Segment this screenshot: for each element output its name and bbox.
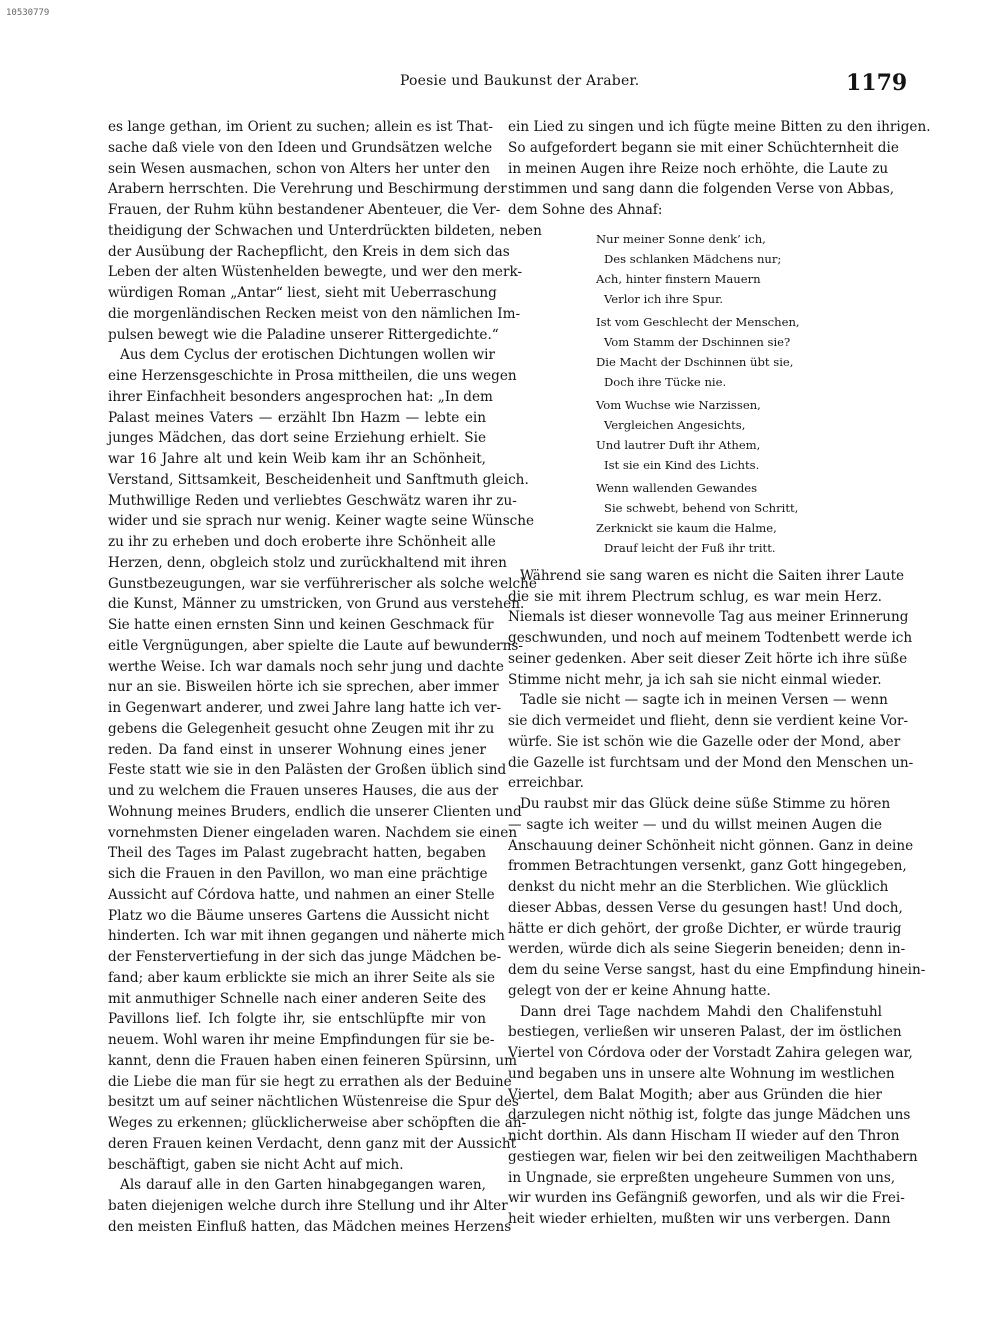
text-line: hinderten. Ich war mit ihnen gegangen und näherte mich (108, 928, 505, 945)
text-line: besitzt um auf seiner nächtlichen Wüstenreise die Spur des (108, 1094, 519, 1111)
text-line: Aussicht auf Córdova hatte, und nahmen an einer Stelle (108, 886, 495, 903)
text-line: Weges zu erkennen; glücklicherweise aber schöpften die an- (108, 1115, 527, 1131)
text-line: Niemals ist dieser wonnevolle Tag aus meiner Erinnerung (508, 609, 909, 626)
text-line: geschwunden, und noch auf meinem Todtenbett werde ich (508, 630, 913, 646)
poem-line: Ach, hinter finstern Mauern (596, 271, 761, 286)
poem-stanza (596, 395, 882, 475)
text-line: der Fenstervertiefung in der sich das junge Mädchen be- (108, 949, 502, 965)
text-line: darzulegen nicht nöthig ist, folgte das junge Mädchen uns (508, 1107, 911, 1124)
text-line: denkst du nicht mehr an die Sterblichen. Wie glücklich (508, 879, 889, 895)
text-line: Du raubst mir das Glück deine süße Stimme zu hören (520, 796, 891, 812)
text-line: Frauen, der Ruhm kühn bestandener Abenteuer, die Ver- (108, 202, 501, 218)
text-line: junges Mädchen, das dort seine Erziehung erhielt. Sie (108, 430, 486, 447)
text-line: heit wieder erhielten, mußten wir uns verbergen. Dann (508, 1211, 891, 1227)
text-line: bestiegen, verließen wir unseren Palast, der im östlichen (508, 1024, 902, 1041)
text-line: nicht dorthin. Als dann Hischam II wieder auf den Thron (508, 1128, 900, 1144)
text-line: baten diejenigen welche durch ihre Stellung und ihr Alter (108, 1198, 508, 1214)
text-line: werden, würde dich als seine Siegerin beneiden; denn in- (508, 941, 906, 958)
text-line: erreichbar. (508, 775, 584, 792)
text-line: Wohnung meines Bruders, endlich die unserer Clienten und (108, 803, 522, 820)
text-line: die morgenländischen Recken meist von den nämlichen Im- (108, 305, 521, 322)
text-line: stimmen und sang dann die folgenden Verse von Abbas, (508, 181, 895, 198)
text-line: Aus dem Cyclus der erotischen Dichtungen wollen wir (120, 347, 496, 364)
text-line: eitle Vergnügungen, aber spielte die Laute auf bewunderns- (108, 637, 523, 654)
right-text-column (508, 117, 931, 1230)
text-line: frommen Betrachtungen versenkt, ganz Gott hingegeben, (508, 858, 907, 875)
text-line: in Gegenwart anderer, und zwei Jahre lang hatte ich ver- (108, 700, 502, 716)
text-line: dem du seine Verse sangst, hast du eine Empfindung hinein- (508, 962, 926, 978)
text-line: mit anmuthiger Schnelle nach einer anderen Seite des (108, 990, 486, 1007)
text-line: der Ausübung der Rachepflicht, den Kreis in dem sich das (108, 243, 510, 260)
text-line: kannt, denn die Frauen haben einen feineren Spürsinn, um (108, 1052, 518, 1069)
poem-line: Sie schwebt, behend von Schritt, (604, 500, 799, 515)
text-line: eine Herzensgeschichte in Prosa mittheilen, die uns wegen (108, 368, 517, 384)
text-line: Dann drei Tage nachdem Mahdi den Chalifenstuhl (520, 1003, 882, 1020)
text-line: Arabern herrschten. Die Verehrung und Beschirmung der (108, 181, 507, 198)
text-line: war 16 Jahre alt und kein Weib kam ihr an Schönheit, (108, 451, 486, 467)
text-line: Stimme nicht mehr, ja ich sah sie nicht einmal wieder. (508, 671, 882, 688)
text-line: Leben der alten Wüstenhelden bewegte, und wer den merk- (108, 264, 523, 281)
text-line: dieser Abbas, dessen Verse du gesungen hast! Und doch, (508, 899, 903, 916)
text-line: es lange gethan, im Orient zu suchen; allein es ist That- (108, 119, 493, 135)
text-line: Anschauung deiner Schönheit nicht gönnen. Ganz in deine (508, 837, 914, 854)
text-line: hätte er dich gehört, der große Dichter, er würde traurig (508, 920, 902, 937)
text-line: sache daß viele von den Ideen und Grundsätzen welche (108, 139, 493, 156)
text-line: zu ihr zu erheben und doch eroberte ihre Schönheit alle (108, 534, 496, 550)
text-line: Herzen, denn, obgleich stolz und zurückhaltend mit ihren (108, 554, 507, 571)
text-line: die Liebe die man für sie hegt zu errathen als der Beduine (108, 1073, 512, 1090)
poem-line: Vom Stamm der Dschinnen sie? (604, 334, 791, 349)
poem-stanza (596, 312, 882, 392)
poem-line: Zerknickt sie kaum die Halme, (596, 520, 777, 535)
text-line: in Ungnade, sie erpreßten ungeheure Summen von uns, (508, 1169, 896, 1186)
right-column-top-paragraph (508, 117, 931, 221)
text-line: deren Frauen keinen Verdacht, denn ganz mit der Aussicht (108, 1135, 517, 1152)
text-line: beschäftigt, gaben sie nicht Acht auf mich. (108, 1156, 404, 1173)
text-line: die Gazelle ist furchtsam und der Mond den Menschen un- (508, 754, 914, 771)
poem-line: Die Macht der Dschinnen übt sie, (596, 354, 794, 369)
poem-line: Ist sie ein Kind des Lichts. (604, 457, 760, 472)
running-title: Poesie und Baukunst der Araber. (400, 73, 640, 89)
text-line: wir wurden ins Gefängniß geworfen, und als wir die Frei- (508, 1190, 905, 1207)
poem-line: Drauf leicht der Fuß ihr tritt. (604, 540, 776, 555)
text-line: theidigung der Schwachen und Unterdrückten bildeten, neben (108, 222, 542, 239)
text-line: neuem. Wohl waren ihr meine Empfindungen für sie be- (108, 1032, 495, 1048)
poem-line: Wenn wallenden Gewandes (596, 480, 758, 495)
text-line: in meinen Augen ihre Reize noch erhöhte, die Laute zu (508, 160, 889, 177)
text-line: Als darauf alle in den Garten hinabgegangen waren, (120, 1177, 486, 1194)
poem-block (596, 229, 882, 558)
poem-line: Und lautrer Duft ihr Athem, (596, 437, 761, 452)
right-column-bottom-text (508, 566, 926, 1230)
text-line: Viertel von Córdova oder der Vorstadt Zahira gelegen war, (508, 1045, 913, 1061)
text-line: ein Lied zu singen und ich fügte meine Bitten zu den ihrigen. (508, 119, 931, 135)
poem-line: Des schlanken Mädchens nur; (604, 251, 782, 266)
text-line: Muthwillige Reden und verliebtes Geschwätz waren ihr zu- (108, 492, 517, 509)
text-line: — sagte ich weiter — und du willst meinen Augen die (508, 816, 882, 833)
text-line: ihrer Einfachheit besonders angesprochen hat: „In dem (108, 388, 493, 405)
text-line: Während sie sang waren es nicht die Saiten ihrer Laute (520, 567, 905, 584)
text-line: sie dich vermeidet und flieht, denn sie verdient keine Vor- (508, 713, 909, 729)
text-line: würdigen Roman „Antar“ liest, sieht mit Ueberraschung (108, 285, 497, 301)
text-line: vornehmsten Diener eingeladen waren. Nachdem sie einen (108, 824, 518, 841)
text-line: Tadle sie nicht — sagte ich in meinen Versen — wenn (520, 692, 888, 709)
text-line: So aufgefordert begann sie mit einer Schüchternheit die (508, 139, 899, 156)
text-line: fand; aber kaum erblickte sie mich an ihrer Seite als sie (108, 969, 496, 986)
left-text-column (108, 117, 542, 1238)
text-line: und begaben uns in unsere alte Wohnung im westlichen (508, 1065, 895, 1082)
page-number: 1179 (846, 70, 908, 96)
text-line: gebens die Gelegenheit gesucht ohne Zeugen mit ihr zu (108, 720, 495, 737)
text-line: Pavillons lief. Ich folgte ihr, sie entschlüpfte mir von (108, 1011, 486, 1028)
poem-stanza (596, 229, 882, 309)
text-line: pulsen bewegt wie die Paladine unserer Rittergedichte.“ (108, 326, 499, 343)
text-line: gelegt von der er keine Ahnung hatte. (508, 982, 771, 999)
text-line: Palast meines Vaters — erzählt Ibn Hazm — lebte ein (108, 409, 486, 426)
text-line: die Kunst, Männer zu umstricken, von Grund aus verstehen. (108, 596, 525, 613)
text-line: reden. Da fand einst in unserer Wohnung eines jener (108, 741, 486, 758)
text-line: den meisten Einfluß hatten, das Mädchen meines Herzens (108, 1218, 512, 1235)
text-line: werthe Weise. Ich war damals noch sehr jung und dachte (108, 658, 504, 675)
text-line: Theil des Tages im Palast zugebracht hatten, begaben (108, 845, 486, 862)
poem-line: Doch ihre Tücke nie. (604, 374, 727, 389)
text-line: sich die Frauen in den Pavillon, wo man eine prächtige (108, 866, 488, 882)
poem-line: Ist vom Geschlecht der Menschen, (596, 314, 800, 329)
poem-line: Vom Wuchse wie Narzissen, (596, 397, 761, 412)
text-line: gestiegen war, fielen wir bei den zeitweiligen Machthabern (508, 1148, 918, 1165)
text-line: nur an sie. Bisweilen hörte ich sie sprechen, aber immer (108, 679, 499, 696)
text-line: Feste statt wie sie in den Palästen der Großen üblich sind (108, 762, 507, 779)
poem-line: Vergleichen Angesichts, (604, 417, 746, 432)
text-line: Verstand, Sittsamkeit, Bescheidenheit und Sanftmuth gleich. (108, 471, 529, 488)
text-line: seiner gedenken. Aber seit dieser Zeit hörte ich ihre süße (508, 650, 908, 667)
poem-line: Verlor ich ihre Spur. (604, 291, 724, 306)
text-line: die sie mit ihrem Plectrum schlug, es war mein Herz. (508, 588, 882, 605)
text-line: dem Sohne des Ahnaf: (508, 202, 663, 218)
text-line: wider und sie sprach nur wenig. Keiner wagte seine Wünsche (108, 513, 535, 530)
poem-stanza (596, 478, 882, 558)
text-line: würfe. Sie ist schön wie die Gazelle oder der Mond, aber (508, 733, 901, 750)
text-line: und zu welchem die Frauen unseres Hauses, die aus der (108, 783, 499, 799)
text-line: Gunstbezeugungen, war sie verführerischer als solche welche (108, 575, 537, 592)
scan-id-stamp: 10530779 (6, 8, 50, 18)
poem-line: Nur meiner Sonne denk’ ich, (596, 231, 766, 246)
text-line: Platz wo die Bäume unseres Gartens die Aussicht nicht (108, 907, 489, 924)
text-line: sein Wesen ausmachen, schon von Alters her unter den (108, 160, 491, 177)
text-line: Sie hatte einen ernsten Sinn und keinen Geschmack für (108, 617, 494, 633)
text-line: Viertel, dem Balat Mogith; aber aus Gründen die hier (508, 1086, 882, 1103)
